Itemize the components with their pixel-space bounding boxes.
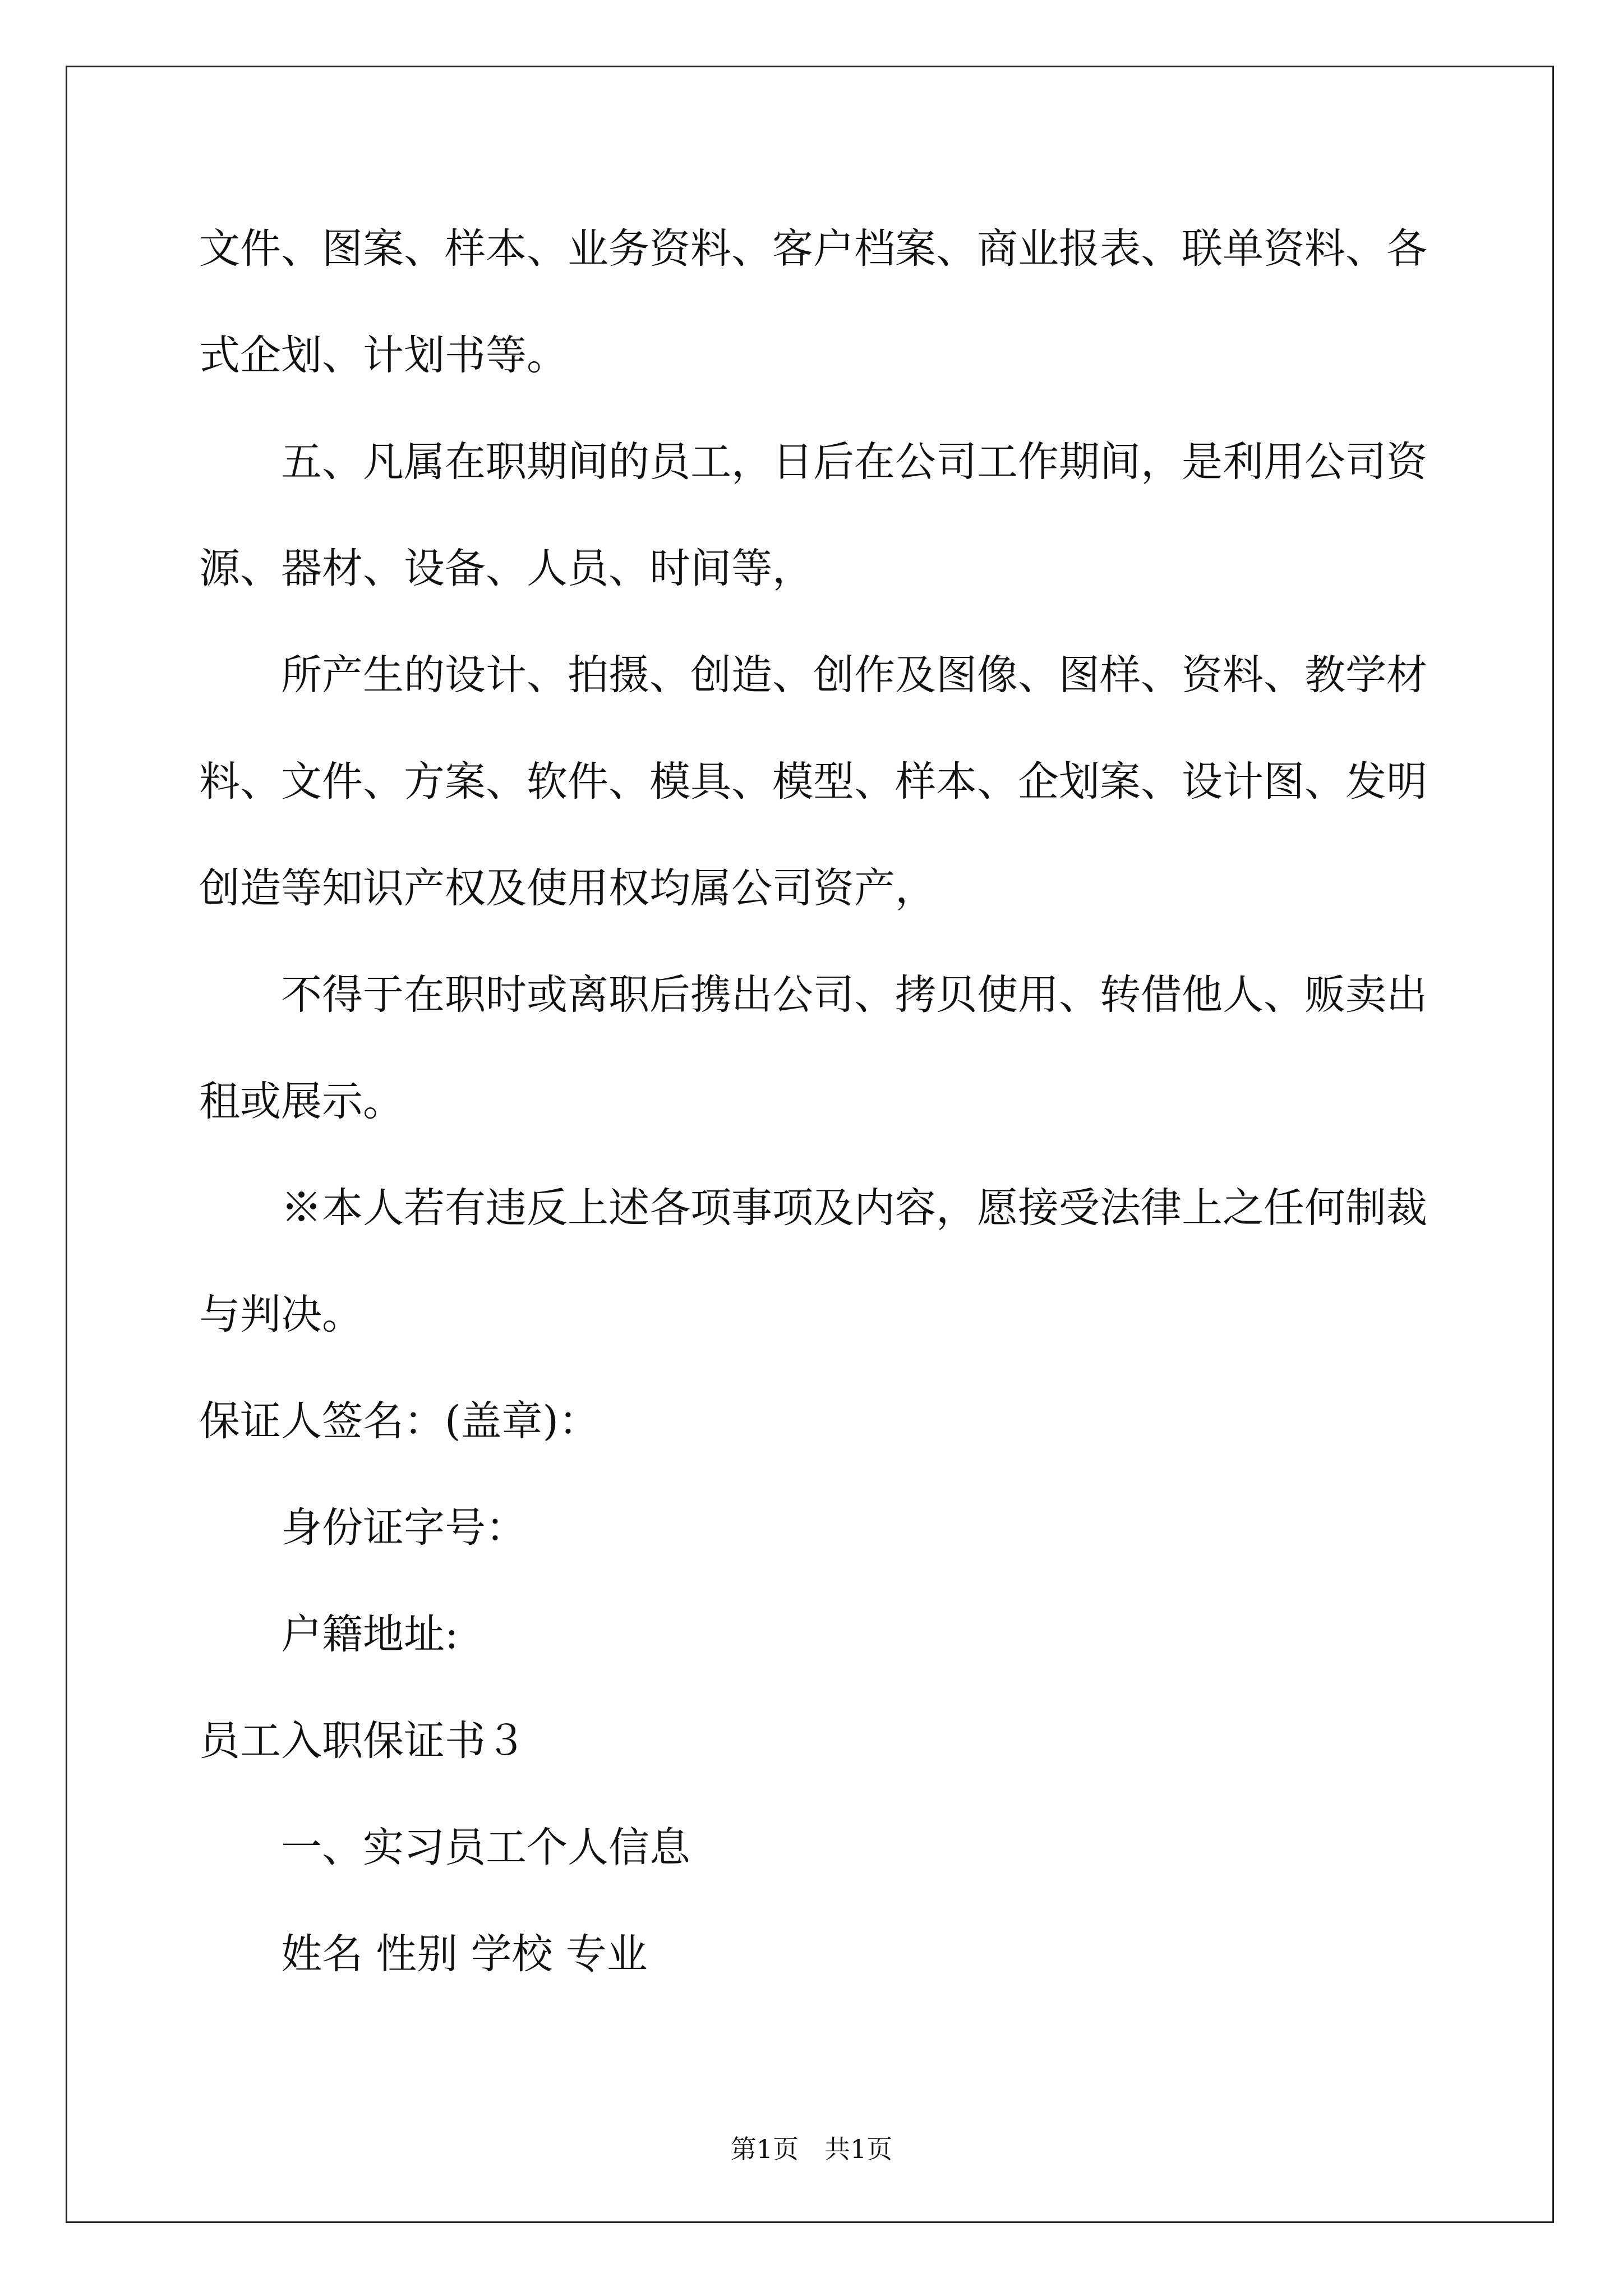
- text-line-1: 文件、图案、样本、业务资料、客户档案、商业报表、联单资料、各: [199, 225, 1427, 273]
- text-line-10: ※本人若有违反上述各项事项及内容，愿接受法律上之任何制裁: [281, 1184, 1427, 1232]
- info-fields-line: 姓名 性别 学校 专业: [281, 1930, 648, 1978]
- section-title: 员工入职保证书３: [199, 1717, 527, 1765]
- text-line-6: 料、文件、方案、软件、模具、模型、样本、企划案、设计图、发明: [199, 758, 1427, 806]
- page-border: [66, 66, 1554, 2223]
- household-address-label: 户籍地址:: [281, 1611, 459, 1658]
- text-line-11: 与判决。: [199, 1291, 363, 1338]
- text-line-4: 源、器材、设备、人员、时间等，: [199, 545, 813, 592]
- text-line-5: 所产生的设计、拍摄、创造、创作及图像、图样、资料、教学材: [281, 651, 1427, 699]
- id-number-label: 身份证字号：: [281, 1504, 527, 1552]
- guarantor-signature-label: 保证人签名：(盖章)：: [199, 1397, 600, 1445]
- subsection-heading: 一、实习员工个人信息: [281, 1824, 690, 1871]
- text-line-2: 式企划、计划书等。: [199, 332, 568, 379]
- page-footer: 第1页 共1页: [730, 2134, 893, 2164]
- text-line-8: 不得于在职时或离职后携出公司、拷贝使用、转借他人、贩卖出: [281, 971, 1427, 1019]
- text-line-9: 租或展示。: [199, 1078, 404, 1125]
- text-line-7: 创造等知识产权及使用权均属公司资产，: [199, 864, 936, 912]
- text-line-3: 五、凡属在职期间的员工，日后在公司工作期间，是利用公司资: [281, 438, 1427, 486]
